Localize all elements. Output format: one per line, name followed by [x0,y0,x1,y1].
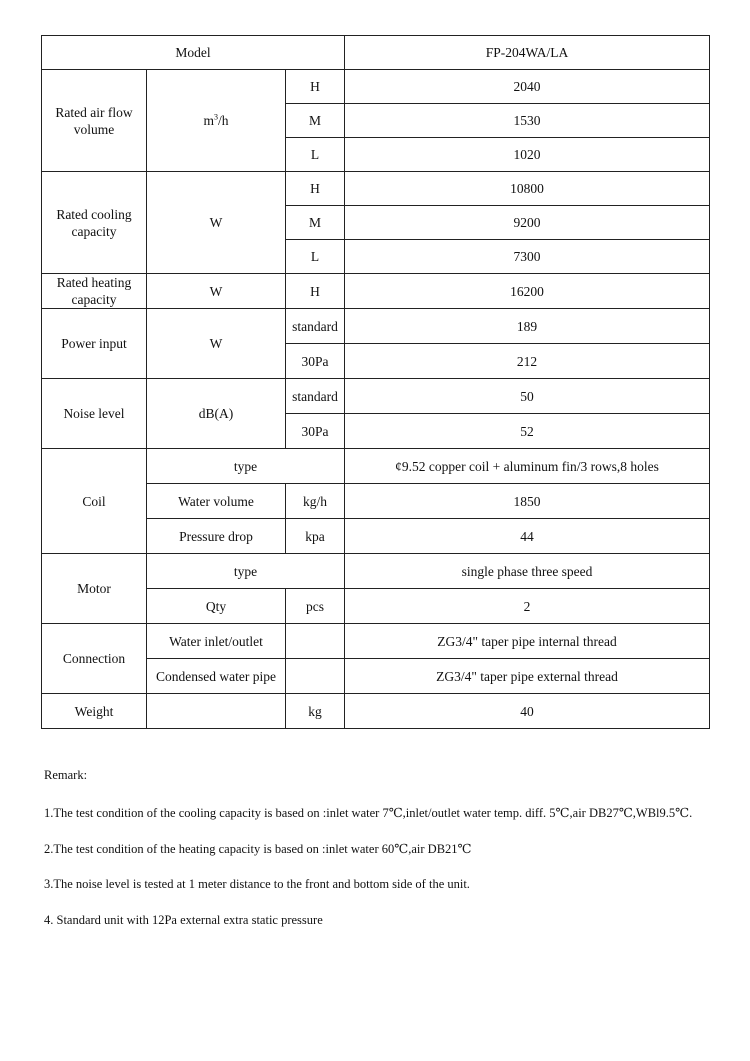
motor-type-label: type [147,554,345,589]
cooling-speed: H [286,172,345,206]
noise-label: Noise level [42,379,147,449]
noise-condition: standard [286,379,345,414]
power-condition: standard [286,309,345,344]
condensed-pipe-unit [286,659,345,694]
air-flow-value: 1530 [345,104,710,138]
air-flow-value: 1020 [345,138,710,172]
connection-label: Connection [42,624,147,694]
inlet-label: Water inlet/outlet [147,624,286,659]
power-value: 212 [345,344,710,379]
noise-value: 50 [345,379,710,414]
power-value: 189 [345,309,710,344]
weight-unit: kg [286,694,345,729]
coil-type-label: type [147,449,345,484]
model-value: FP-204WA/LA [345,36,710,70]
pressure-drop-label: Pressure drop [147,519,286,554]
coil-label: Coil [42,449,147,554]
inlet-value: ZG3/4" taper pipe internal thread [345,624,710,659]
specification-table [41,35,710,729]
cooling-label: Rated cooling capacity [42,172,147,274]
cooling-value: 7300 [345,240,710,274]
water-volume-unit: kg/h [286,484,345,519]
remark-item: 3.The noise level is tested at 1 meter distance to the front and bottom side of the unit. [44,877,470,891]
power-condition: 30Pa [286,344,345,379]
power-label: Power input [42,309,147,379]
weight-label: Weight [42,694,147,729]
weight-value: 40 [345,694,710,729]
cooling-unit: W [147,172,286,274]
motor-type-value: single phase three speed [345,554,710,589]
noise-condition: 30Pa [286,414,345,449]
remark-item: 2.The test condition of the heating capacity is based on :inlet water 60℃,air DB21℃ [44,842,472,856]
heating-speed: H [286,274,345,309]
cooling-speed: M [286,206,345,240]
air-flow-speed: L [286,138,345,172]
inlet-unit [286,624,345,659]
model-label: Model [42,36,345,70]
motor-qty-value: 2 [345,589,710,624]
air-flow-label: Rated air flow volume [42,70,147,172]
motor-qty-unit: pcs [286,589,345,624]
cooling-value: 10800 [345,172,710,206]
water-volume-label: Water volume [147,484,286,519]
coil-type-value: ¢9.52 copper coil + aluminum fin/3 rows,8 holes [345,449,710,484]
cooling-value: 9200 [345,206,710,240]
cooling-speed: L [286,240,345,274]
condensed-pipe-label: Condensed water pipe [147,659,286,694]
heating-value: 16200 [345,274,710,309]
noise-unit: dB(A) [147,379,286,449]
heating-unit: W [147,274,286,309]
air-flow-unit: $m^3/h$ [147,70,286,172]
remarks-title: Remark: [44,768,88,782]
condensed-pipe-value: ZG3/4" taper pipe external thread [345,659,710,694]
remark-item: 4. Standard unit with 12Pa external extra static pressure [44,913,323,927]
air-flow-speed: M [286,104,345,138]
heating-label: Rated heating capacity [42,274,147,309]
water-volume-value: 1850 [345,484,710,519]
motor-qty-label: Qty [147,589,286,624]
pressure-drop-unit: kpa [286,519,345,554]
weight-spacer [147,694,286,729]
motor-label: Motor [42,554,147,624]
pressure-drop-value: 44 [345,519,710,554]
air-flow-speed: H [286,70,345,104]
air-flow-value: 2040 [345,70,710,104]
noise-value: 52 [345,414,710,449]
power-unit: W [147,309,286,379]
remark-item: 1.The test condition of the cooling capacity is based on :inlet water 7℃,inlet/outlet water temp. diff. 5℃,air DB27℃,WBl9.5℃. [44,806,693,820]
